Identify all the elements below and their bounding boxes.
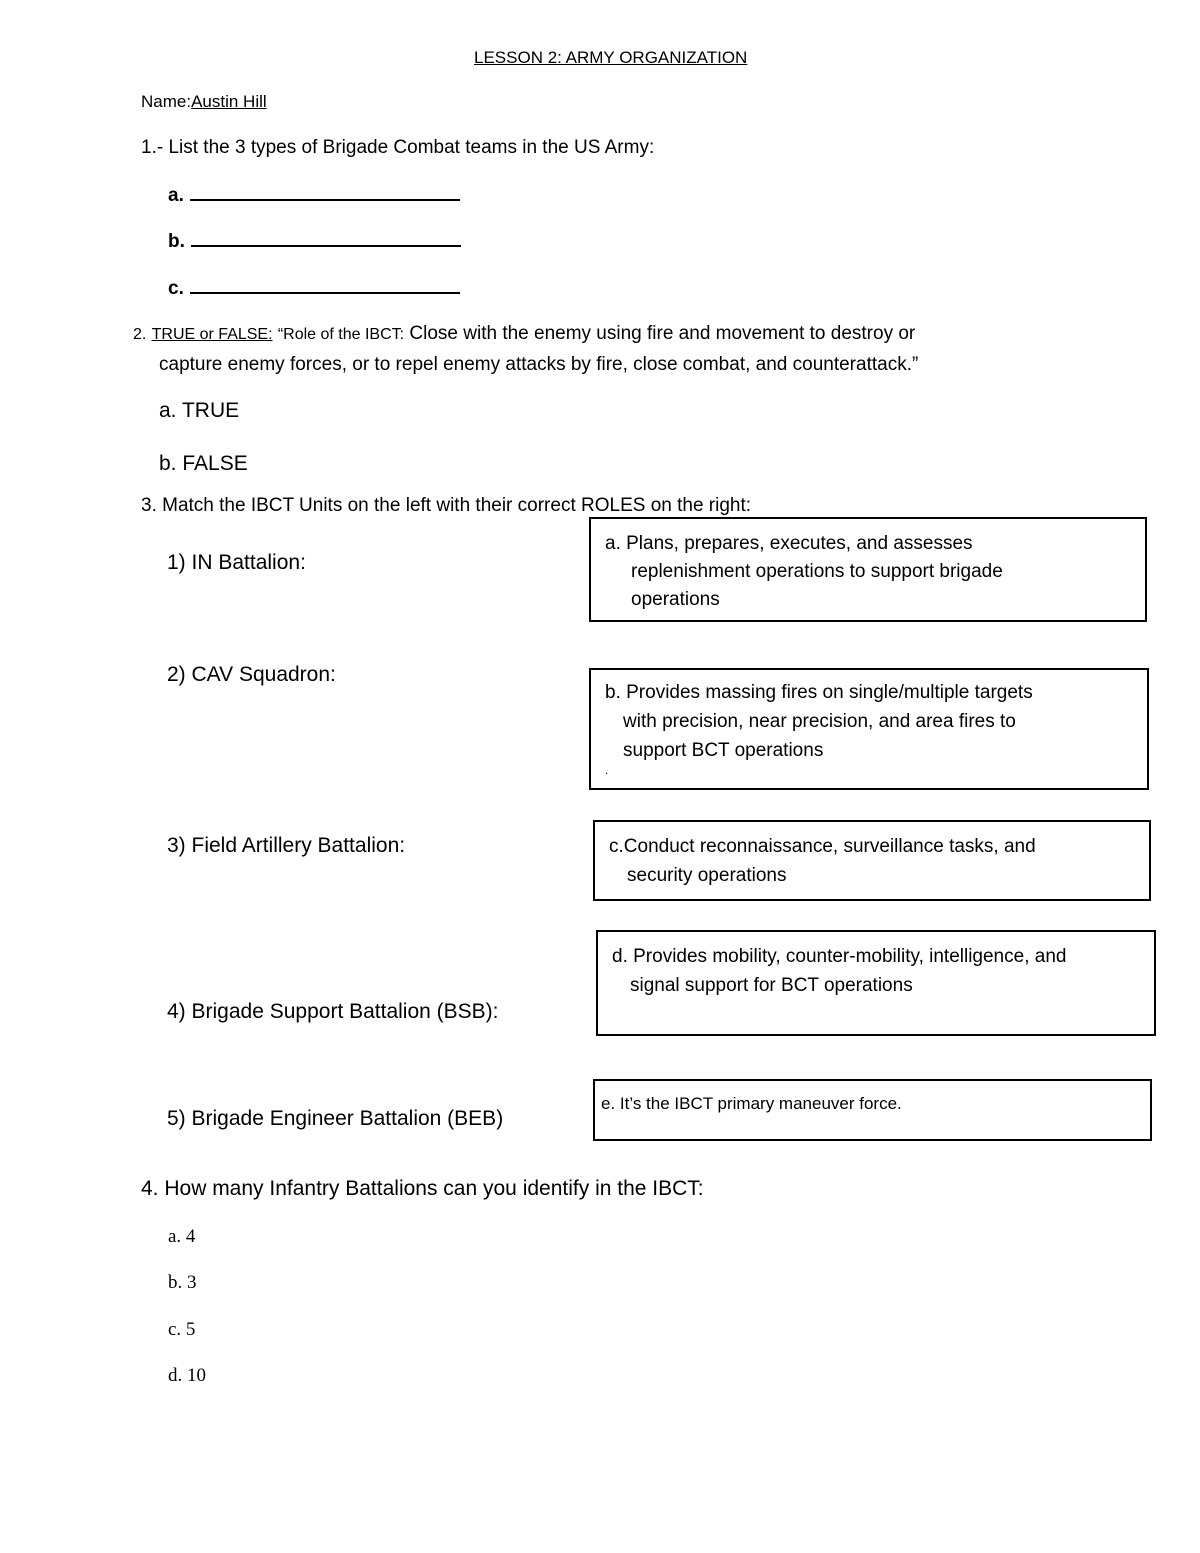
q2-option-true[interactable]: a. TRUE	[159, 399, 240, 422]
question-4: 4. How many Infantry Battalions can you identify in the IBCT:	[141, 1177, 704, 1200]
q1-blank-c-label: c.	[168, 278, 184, 299]
unit-in-battalion: 1) IN Battalion:	[167, 551, 306, 574]
q1-blank-b[interactable]	[168, 229, 461, 253]
unit-field-artillery: 3) Field Artillery Battalion:	[167, 834, 406, 857]
q2-label: TRUE or FALSE:	[151, 326, 273, 343]
role-a-line-2: replenishment operations to support brigade	[631, 561, 1003, 582]
role-c-line-2: security operations	[627, 865, 787, 886]
role-c-line-1: c.Conduct reconnaissance, surveillance tasks, and	[609, 836, 1036, 857]
role-box-b	[589, 668, 1149, 790]
q1-blank-a[interactable]	[168, 183, 460, 207]
role-d-line-2: signal support for BCT operations	[630, 975, 913, 996]
role-b-line-3: support BCT operations	[623, 740, 824, 761]
role-a-line-1: a. Plans, prepares, executes, and assesses	[605, 533, 973, 554]
q2-option-false[interactable]: b. FALSE	[159, 452, 248, 475]
q2-quote-lead: “Role of the IBCT:	[277, 326, 405, 343]
role-box-d	[596, 930, 1156, 1036]
unit-beb: 5) Brigade Engineer Battalion (BEB)	[167, 1107, 504, 1130]
unit-cav-squadron: 2) CAV Squadron:	[167, 663, 336, 686]
role-b-line-1: b. Provides massing fires on single/multiple targets	[605, 682, 1033, 703]
role-b-line-2: with precision, near precision, and area fires to	[623, 711, 1016, 732]
question-3: 3. Match the IBCT Units on the left with their correct ROLES on the right:	[141, 495, 752, 516]
q2-number: 2.	[133, 326, 147, 343]
question-2-line-1	[133, 323, 915, 345]
name-label: Name:	[141, 92, 192, 111]
role-d-line-1: d. Provides mobility, counter-mobility, intelligence, and	[612, 946, 1067, 967]
q4-option-b[interactable]: b. 3	[168, 1272, 197, 1293]
q1-blank-a-label: a.	[168, 185, 184, 206]
q1-blank-b-label: b.	[168, 231, 185, 252]
q2-statement: Close with the enemy using fire and movement to destroy or	[409, 323, 916, 344]
question-1: 1.- List the 3 types of Brigade Combat teams in the US Army:	[141, 137, 655, 158]
name-value[interactable]: Austin Hill	[191, 92, 267, 111]
name-line	[141, 92, 267, 112]
q4-option-a[interactable]: a. 4	[168, 1226, 196, 1247]
q4-option-c[interactable]: c. 5	[168, 1319, 196, 1340]
unit-bsb: 4) Brigade Support Battalion (BSB):	[167, 1000, 499, 1023]
q1-blank-c[interactable]	[168, 276, 460, 300]
role-b-line-4: .	[605, 763, 609, 777]
role-e-line-1: e. It’s the IBCT primary maneuver force.	[601, 1094, 902, 1113]
answer-line[interactable]	[190, 276, 460, 294]
page-title: LESSON 2: ARMY ORGANIZATION	[474, 48, 748, 67]
answer-line[interactable]	[190, 183, 460, 201]
role-box-a	[589, 517, 1147, 622]
question-2-line-2: capture enemy forces, or to repel enemy attacks by fire, close combat, and counterattack.”	[159, 354, 919, 375]
role-box-c	[593, 820, 1151, 901]
role-a-line-3: operations	[631, 589, 720, 610]
role-box-e	[593, 1079, 1152, 1141]
answer-line[interactable]	[191, 229, 461, 247]
q4-option-d[interactable]: d. 10	[168, 1365, 206, 1386]
